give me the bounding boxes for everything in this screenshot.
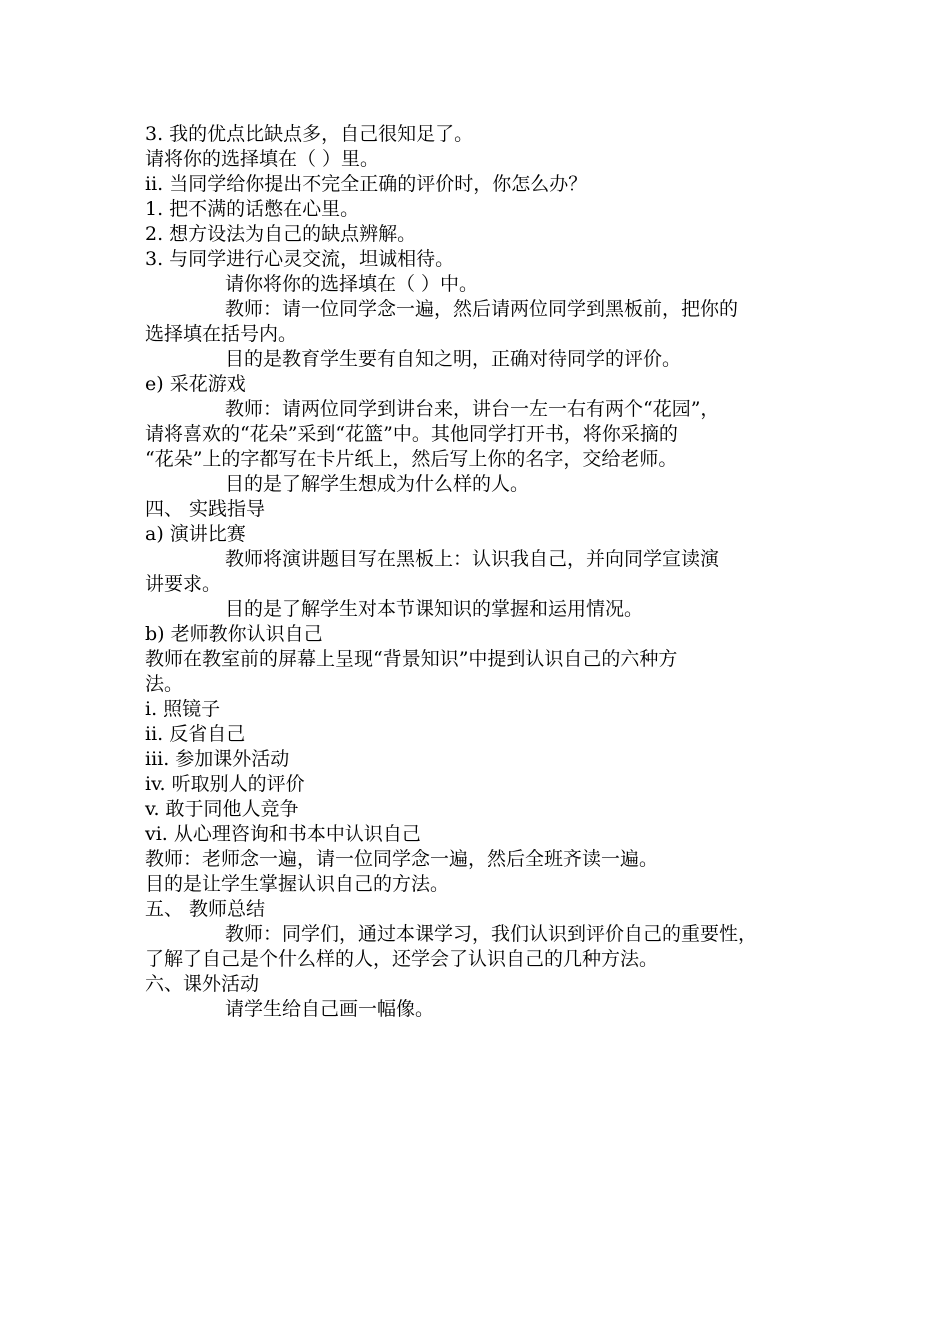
section-heading: b) 老师教你认识自己: [145, 623, 323, 645]
text-line: 教师在教室前的屏幕上呈现“背景知识”中提到认识自己的六种方: [145, 648, 678, 670]
text-line: 目的是教育学生要有自知之明，正确对待同学的评价。: [225, 348, 682, 370]
list-item: iii. 参加课外活动: [145, 748, 290, 770]
text-line: 1. 把不满的话憋在心里。: [145, 198, 360, 220]
section-heading: 五、 教师总结: [145, 898, 266, 920]
text-line: ii. 当同学给你提出不完全正确的评价时，你怎么办？: [145, 173, 588, 195]
text-line: 请将喜欢的“花朵”采到“花篮”中。其他同学打开书，将你采摘的: [145, 423, 678, 445]
text-line: 3. 我的优点比缺点多，自己很知足了。: [145, 123, 474, 145]
section-heading: 六、课外活动: [145, 973, 260, 995]
text-line: 教师将演讲题目写在黑板上：认识我自己，并向同学宣读演: [225, 548, 720, 570]
text-line: 教师：老师念一遍，请一位同学念一遍，然后全班齐读一遍。: [145, 848, 659, 870]
text-line: 请将你的选择填在（ ）里。: [145, 148, 380, 170]
text-line: 教师：请一位同学念一遍，然后请两位同学到黑板前，把你的: [225, 298, 739, 320]
text-line: 请学生给自己画一幅像。: [225, 998, 435, 1020]
list-item: iv. 听取别人的评价: [145, 773, 305, 795]
list-item: i. 照镜子: [145, 698, 221, 720]
text-line: 教师：同学们，通过本课学习，我们认识到评价自己的重要性，: [225, 923, 758, 945]
text-line: 2. 想方设法为自己的缺点辨解。: [145, 223, 417, 245]
list-item: vi. 从心理咨询和书本中认识自己: [145, 823, 421, 845]
text-line: 法。: [145, 673, 184, 695]
text-line: 3. 与同学进行心灵交流，坦诚相待。: [145, 248, 455, 270]
text-line: 选择填在括号内。: [145, 323, 298, 345]
text-line: 目的是了解学生对本节课知识的掌握和运用情况。: [225, 598, 644, 620]
document-body: [145, 122, 830, 1022]
list-item: v. 敢于同他人竞争: [145, 798, 299, 820]
text-line: “花朵”上的字都写在卡片纸上，然后写上你的名字，交给老师。: [145, 448, 678, 470]
section-heading: a) 演讲比赛: [145, 523, 246, 545]
text-line: 请你将你的选择填在（ ）中。: [225, 273, 479, 295]
text-line: 目的是让学生掌握认识自己的方法。: [145, 873, 450, 895]
section-heading: e) 采花游戏: [145, 373, 246, 395]
text-line: 教师：请两位同学到讲台来，讲台一左一右有两个“花园”，: [225, 398, 720, 420]
section-heading: 四、 实践指导: [145, 498, 266, 520]
text-line: 目的是了解学生想成为什么样的人。: [225, 473, 530, 495]
list-item: ii. 反省自己: [145, 723, 246, 745]
text-line: 了解了自己是个什么样的人，还学会了认识自己的几种方法。: [145, 948, 659, 970]
text-line: 讲要求。: [145, 573, 222, 595]
